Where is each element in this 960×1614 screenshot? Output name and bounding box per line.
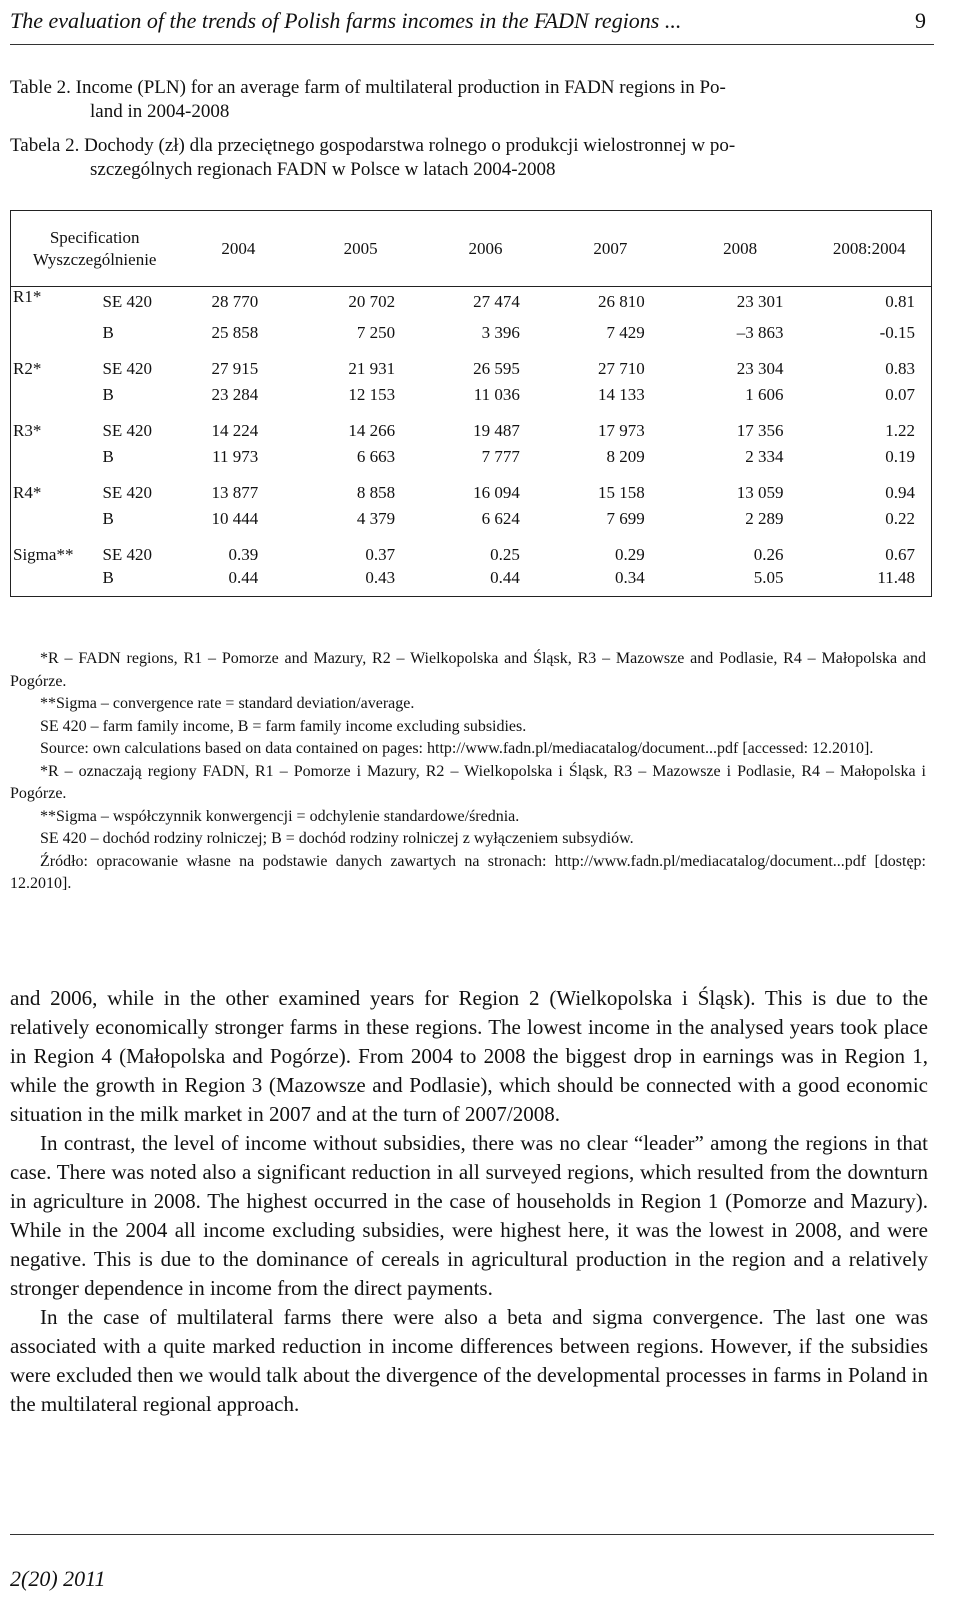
table-cell: 1 606 <box>745 385 784 404</box>
table-cell: 11 973 <box>212 447 259 466</box>
note: *R – oznaczają regiony FADN, R1 – Pomorze i Mazury, R2 – Wielkopolska i Śląsk, R3 – Mazowsze i Podlasie, R4 – Małopolska i Pogórze. <box>10 762 926 802</box>
table-cell: 0.39 <box>228 545 259 564</box>
table-cell: 6 663 <box>356 447 396 466</box>
caption-en-lead: Table 2. Income (PLN) for an average farm of multilateral production in FADN regions in Po- <box>10 77 726 98</box>
table-cell: 0.44 <box>178 566 298 597</box>
table-cell: 23 284 <box>211 385 259 404</box>
table-row <box>11 287 932 318</box>
table-cell: 14 224 <box>211 421 259 440</box>
table-cell: 26 810 <box>597 292 645 312</box>
table-cell: 6 624 <box>481 509 520 528</box>
table-cell: 0.22 <box>808 504 932 535</box>
running-title: The evaluation of the trends of Polish farms incomes in the FADN regions ... <box>10 8 682 33</box>
table-cell: 0.67 <box>808 535 932 566</box>
table-cell: 13 059 <box>736 483 784 502</box>
table-cell: 16 094 <box>473 483 520 502</box>
row-measure: B <box>102 509 114 528</box>
table-row <box>11 442 932 473</box>
running-header <box>10 8 926 34</box>
table-cell: 21 931 <box>348 359 396 378</box>
table-cell: 11 036 <box>473 385 520 404</box>
table-cell: 15 158 <box>597 483 645 502</box>
header-col: 2008 <box>673 211 808 287</box>
footer-rule <box>10 1534 934 1535</box>
table-cell: 14 266 <box>348 421 396 440</box>
row-region <box>11 318 103 349</box>
table-cell: 27 915 <box>211 359 259 378</box>
caption-pl-cont: szczególnych regionach FADN w Polsce w latach 2004-2008 <box>90 159 556 180</box>
row-measure: SE 420 <box>102 483 153 502</box>
header-col: 2007 <box>548 211 673 287</box>
table-row <box>11 411 932 442</box>
body-text <box>10 984 928 1419</box>
table-cell: 0.83 <box>808 349 932 380</box>
table-cell: 0.44 <box>423 566 548 597</box>
table-notes <box>10 648 926 896</box>
header-spec-pl: Wyszczególnienie <box>32 249 157 269</box>
table-cell: 5.05 <box>673 566 808 597</box>
table-cell: 0.81 <box>808 287 932 318</box>
caption-en-cont: land in 2004-2008 <box>90 101 230 122</box>
row-region: R1* <box>11 287 103 318</box>
table-cell: 0.19 <box>808 442 932 473</box>
table-caption-pl <box>10 134 926 182</box>
table-row <box>11 535 932 566</box>
table-header-row <box>11 211 932 287</box>
table-row <box>11 566 932 597</box>
header-col: 2006 <box>423 211 548 287</box>
table-cell: 19 487 <box>473 421 520 440</box>
table-body <box>11 287 932 597</box>
row-measure: B <box>102 447 114 466</box>
table-cell: 2 289 <box>745 509 784 528</box>
table-row <box>11 318 932 349</box>
table-cell: 7 699 <box>606 509 645 528</box>
table-cell: 17 356 <box>736 421 784 440</box>
table-cell: 7 777 <box>481 447 520 466</box>
table-cell: 0.25 <box>490 545 520 564</box>
row-region: R4* <box>11 473 103 504</box>
note: **Sigma – convergence rate = standard deviation/average. <box>40 695 415 712</box>
table-cell: 26 595 <box>473 359 520 378</box>
table-row <box>11 349 932 380</box>
note: SE 420 – dochód rodziny rolniczej; B = dochód rodziny rolniczej z wyłączeniem subsydiów. <box>40 830 634 847</box>
table-cell: 4 379 <box>356 509 396 528</box>
table-cell: 13 877 <box>211 483 259 502</box>
row-region <box>11 566 103 597</box>
row-region <box>11 380 103 411</box>
table-cell: 12 153 <box>348 385 396 404</box>
row-region <box>11 442 103 473</box>
header-col: 2004 <box>178 211 298 287</box>
table-cell: 8 858 <box>356 483 396 502</box>
table-cell: 7 429 <box>606 323 645 342</box>
row-region: R3* <box>11 411 103 442</box>
table-cell: 0.37 <box>365 545 396 564</box>
row-measure: B <box>102 566 178 597</box>
table-cell: 14 133 <box>597 385 645 404</box>
note: **Sigma – współczynnik konwergencji = odchylenie standardowe/średnia. <box>40 807 520 825</box>
note: SE 420 – farm family income, B = farm family income excluding subsidies. <box>40 717 527 735</box>
table-cell: 0.07 <box>808 380 932 411</box>
table-cell: 7 250 <box>356 323 396 342</box>
caption-pl-lead: Tabela 2. Dochody (zł) dla przeciętnego gospodarstwa rolnego o produkcji wielostronnej w po- <box>10 135 736 156</box>
table-cell: –3 863 <box>736 323 784 342</box>
body-paragraph: and 2006, while in the other examined years for Region 2 (Wielkopolska i Śląsk). This is due to the relatively economically stronger farms in these regions. The lowest income in the analysed years took place in Region 4 (Małopolska and Pogórze). From 2004 to 2008 the biggest drop in earnings was in Region 1, while the growth in Region 3 (Mazowsze and Podlasie), which should be connected with a good economic situation in the milk market in 2007 and at the turn of 2007/2008. <box>10 986 928 1126</box>
income-table <box>10 210 932 597</box>
note: Source: own calculations based on data contained on pages: http://www.fadn.pl/mediacatalog/document...pdf [accessed: 12.2010]. <box>40 740 874 757</box>
page-number: 9 <box>915 8 926 33</box>
row-measure: B <box>102 323 114 342</box>
row-measure: SE 420 <box>102 292 153 312</box>
table-cell: 0.29 <box>614 545 645 564</box>
table-cell: 0.26 <box>753 545 784 564</box>
row-measure: B <box>102 385 114 404</box>
header-col: 2008:2004 <box>808 211 932 287</box>
table-cell: 8 209 <box>606 447 645 466</box>
table-row <box>11 473 932 504</box>
table-cell: 0.34 <box>548 566 673 597</box>
header-col: 2005 <box>298 211 423 287</box>
header-spec-en: Specification <box>49 227 140 247</box>
row-measure: SE 420 <box>102 359 153 378</box>
header-specification <box>11 211 179 287</box>
row-region <box>11 504 103 535</box>
table-cell: 10 444 <box>211 509 259 528</box>
row-region: Sigma** <box>11 535 103 566</box>
table-cell: 1.22 <box>808 411 932 442</box>
table-cell: 27 710 <box>597 359 645 378</box>
table-cell: 3 396 <box>481 323 520 342</box>
table-cell: 23 304 <box>736 359 784 378</box>
body-paragraph: In contrast, the level of income without subsidies, there was no clear “leader” among the regions in that case. There was noted also a significant reduction in all surveyed regions, which resulted from the downturn in agriculture in 2008. The highest occurred in the case of households in Region 1 (Pomorze and Mazury). While in the 2004 all income excluding subsidies, were highest here, it was the lowest in 2008, and were negative. This is due to the dominance of cereals in agricultural production in the region and a relatively stronger dependence in income from the direct payments. <box>10 1131 928 1300</box>
journal-issue: 2(20) 2011 <box>10 1566 106 1591</box>
table-cell: 0.94 <box>808 473 932 504</box>
note: *R – FADN regions, R1 – Pomorze and Mazury, R2 – Wielkopolska and Śląsk, R3 – Mazowsze and Podlasie, R4 – Małopolska and Pogórze. <box>10 650 926 690</box>
table-cell: 0.43 <box>298 566 423 597</box>
table-cell: 2 334 <box>745 447 784 466</box>
body-paragraph: In the case of multilateral farms there were also a beta and sigma convergence. The last one was associated with a quite marked reduction in income differences between regions. However, if the subsidies were excluded then we would talk about the divergence of the developmental processes in farms in Poland in the multilateral regional approach. <box>10 1305 928 1416</box>
note: Źródło: opracowanie własne na podstawie danych zawartych na stronach: http://www.fadn.pl/mediacatalog/document...pdf [dostęp: 12.2010]. <box>10 852 926 892</box>
table-cell: 28 770 <box>211 292 259 312</box>
table-cell: 27 474 <box>473 292 520 312</box>
table-caption-en <box>10 76 926 124</box>
table-cell: 23 301 <box>736 292 784 312</box>
row-measure: SE 420 <box>102 421 153 440</box>
table-cell: 25 858 <box>211 323 259 342</box>
table-row <box>11 380 932 411</box>
table-cell: 20 702 <box>348 292 396 312</box>
table-cell: -0.15 <box>808 318 932 349</box>
row-measure: SE 420 <box>102 545 153 564</box>
table-cell: 17 973 <box>597 421 645 440</box>
table-cell: 11.48 <box>808 566 932 597</box>
header-rule <box>10 44 934 45</box>
row-region: R2* <box>11 349 103 380</box>
table-row <box>11 504 932 535</box>
page <box>10 0 950 1614</box>
